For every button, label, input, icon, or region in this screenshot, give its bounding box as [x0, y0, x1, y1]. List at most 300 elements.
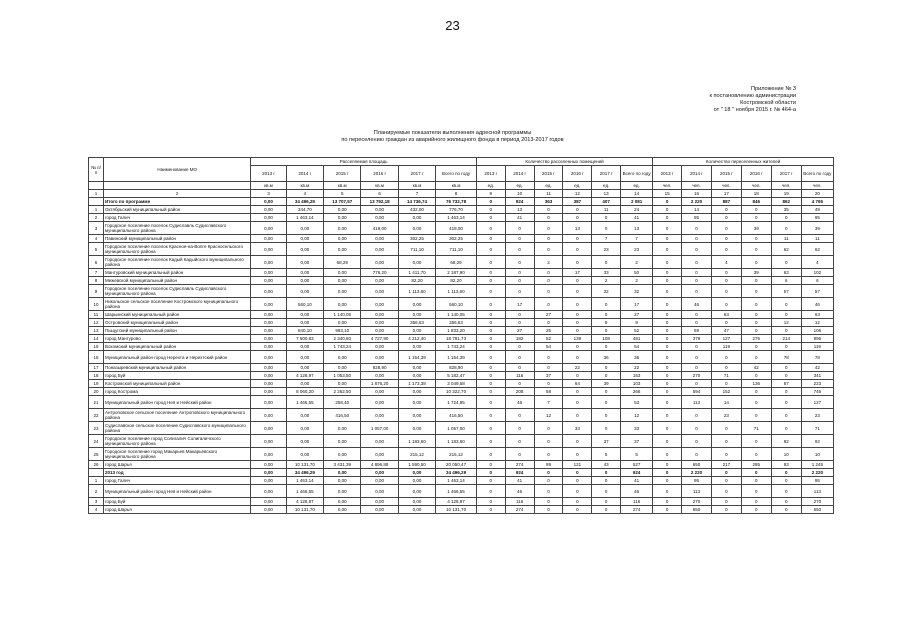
row-value: 0: [711, 477, 741, 485]
title-line: по переселению граждан из аварийного жилищного фонда в период 2013-2017 годов: [341, 137, 564, 143]
row-value: 63: [771, 269, 801, 277]
row-value: 0: [711, 222, 741, 235]
row-value: 41: [621, 214, 653, 222]
row-value: 0: [505, 380, 534, 388]
row-value: 0,00: [251, 256, 286, 269]
row-value: 14: [711, 396, 741, 409]
row-value: 0,00: [398, 343, 435, 351]
row-value: 0: [682, 364, 712, 372]
row-value: 0: [741, 506, 771, 514]
row-value: 0: [741, 435, 771, 448]
row-value: 136: [741, 380, 771, 388]
row-value: 4 128,97: [436, 498, 477, 506]
header-group-premises: Количество расселенных помещений: [476, 158, 652, 166]
row-value: 0: [534, 351, 563, 364]
row-value: 68,29: [436, 256, 477, 269]
table-row: [89, 311, 834, 319]
row-value: 95: [801, 477, 833, 485]
row-value: 82,20: [436, 277, 477, 285]
row-value: 0: [741, 206, 771, 214]
row-value: 0: [741, 477, 771, 485]
row-value: 1 833,20: [436, 327, 477, 335]
row-value: 76 732,78: [436, 198, 477, 206]
row-value: 10 322,70: [436, 388, 477, 396]
row-value: 0: [563, 351, 592, 364]
row-value: 106: [801, 327, 833, 335]
row-value: 23: [801, 409, 833, 422]
row-value: 0: [592, 222, 621, 235]
row-value: 92: [771, 435, 801, 448]
row-value: 0: [505, 435, 534, 448]
row-value: 0: [653, 206, 682, 214]
row-value: 0: [563, 285, 592, 298]
title-line: Планируемые показатели выполнения адресной программы: [373, 130, 532, 136]
row-value: 0: [711, 269, 741, 277]
row-value: 43: [592, 461, 621, 469]
row-value: 0,00: [324, 435, 361, 448]
row-value: 71: [711, 372, 741, 380]
column-number-cell: 16: [682, 190, 712, 198]
row-value: 35: [771, 206, 801, 214]
row-value: 0,00: [361, 469, 398, 477]
row-number: 2: [89, 485, 104, 498]
row-value: 4 128,97: [286, 372, 323, 380]
row-number: 3: [89, 498, 104, 506]
row-value: 418,00: [436, 222, 477, 235]
row-value: 0: [711, 235, 741, 243]
row-value: 46: [801, 298, 833, 311]
row-value: 0: [534, 319, 563, 327]
row-value: 0: [682, 243, 712, 256]
row-value: 0,00: [251, 311, 286, 319]
row-value: 1 411,70: [398, 269, 435, 277]
units-cell: ед.: [534, 182, 563, 190]
units-cell: [103, 182, 250, 190]
row-value: 0,00: [251, 448, 286, 461]
row-value: 0,00: [398, 256, 435, 269]
row-value: 0: [505, 222, 534, 235]
row-value: 0: [592, 477, 621, 485]
row-value: 0,00: [361, 311, 398, 319]
row-value: 0,00: [324, 506, 361, 514]
row-value: 0: [592, 506, 621, 514]
row-value: 0: [476, 198, 505, 206]
row-value: 0: [563, 396, 592, 409]
row-value: 153: [621, 372, 653, 380]
row-value: 1 590,50: [398, 461, 435, 469]
row-value: 0,00: [324, 319, 361, 327]
row-value: 0: [653, 388, 682, 396]
row-value: 64: [563, 380, 592, 388]
row-value: 95: [682, 214, 712, 222]
row-value: 0: [534, 506, 563, 514]
row-name: город Кострома: [103, 388, 250, 396]
row-value: 1 463,14: [286, 477, 323, 485]
row-value: 39: [741, 222, 771, 235]
row-value: 0: [563, 485, 592, 498]
table-row: [89, 477, 834, 485]
row-value: 0: [741, 214, 771, 222]
row-name: Городское поселение поселок Судиславль Судиславского муниципального района: [103, 285, 250, 298]
row-value: 0: [741, 372, 771, 380]
row-value: 0: [534, 448, 563, 461]
row-value: 7: [534, 396, 563, 409]
header-year: 2013 г: [476, 166, 505, 182]
row-number: 9: [89, 285, 104, 298]
row-value: 0,00: [361, 206, 398, 214]
row-name: Никольское сельское поселение Костромского муниципального района: [103, 298, 250, 311]
row-value: 33: [563, 422, 592, 435]
row-value: 0: [505, 319, 534, 327]
row-value: 11: [771, 235, 801, 243]
header-total: Всего по году: [801, 166, 833, 182]
row-value: 0: [653, 277, 682, 285]
row-value: 0: [653, 422, 682, 435]
row-value: 1 140,05: [436, 311, 477, 319]
row-value: 108: [592, 335, 621, 343]
column-number-cell: 17: [711, 190, 741, 198]
row-value: 0,00: [361, 506, 398, 514]
row-value: 0: [563, 243, 592, 256]
row-value: 0: [771, 256, 801, 269]
table-row: [89, 461, 834, 469]
row-value: 11: [592, 206, 621, 214]
row-value: 0: [682, 448, 712, 461]
row-value: 0: [592, 498, 621, 506]
row-value: 102: [801, 269, 833, 277]
row-value: 0: [476, 477, 505, 485]
row-value: 17: [505, 298, 534, 311]
row-value: 41: [621, 477, 653, 485]
row-value: 0: [653, 269, 682, 277]
row-value: 116: [505, 372, 534, 380]
row-value: 0: [592, 327, 621, 335]
row-value: 0: [505, 409, 534, 422]
row-value: 2: [621, 256, 653, 269]
row-value: 27: [534, 311, 563, 319]
row-value: 887: [711, 198, 741, 206]
row-value: 0,00: [398, 409, 435, 422]
column-number-cell: 5: [324, 190, 361, 198]
row-value: 0: [505, 235, 534, 243]
row-value: 0: [505, 243, 534, 256]
row-value: 1 140,05: [324, 311, 361, 319]
row-value: 0,00: [251, 422, 286, 435]
row-value: 10: [801, 448, 833, 461]
row-value: 0: [476, 388, 505, 396]
units-cell: кв.м: [286, 182, 323, 190]
row-value: 17: [563, 269, 592, 277]
appendix-line: Костромской области: [740, 100, 796, 106]
row-value: 4 727,90: [361, 335, 398, 343]
row-value: 0,00: [361, 409, 398, 422]
row-value: 5: [621, 448, 653, 461]
row-value: 0: [653, 461, 682, 469]
row-value: 0,00: [251, 364, 286, 372]
row-value: 0,00: [398, 498, 435, 506]
row-value: 0,00: [324, 469, 361, 477]
row-value: 62: [801, 243, 833, 256]
row-value: 0: [534, 380, 563, 388]
row-value: 5: [592, 448, 621, 461]
row-value: 0: [476, 235, 505, 243]
column-number-cell: 2: [103, 190, 250, 198]
row-value: 0,00: [398, 422, 435, 435]
row-value: 0: [592, 311, 621, 319]
row-value: 0,00: [251, 285, 286, 298]
row-value: 9: [621, 319, 653, 327]
row-value: 2 081: [621, 198, 653, 206]
row-value: 0: [771, 214, 801, 222]
row-value: 828,90: [361, 364, 398, 372]
row-value: 0: [534, 469, 563, 477]
row-value: 0: [653, 372, 682, 380]
row-value: 7 500,83: [286, 335, 323, 343]
row-value: 0: [771, 311, 801, 319]
row-value: 0,00: [361, 298, 398, 311]
row-value: 0,00: [251, 435, 286, 448]
row-value: 0: [476, 214, 505, 222]
row-value: 34 496,29: [286, 198, 323, 206]
row-value: 0: [592, 409, 621, 422]
row-value: 0: [476, 319, 505, 327]
units-cell: кв.м: [398, 182, 435, 190]
row-value: 302,25: [436, 235, 477, 243]
row-value: 223: [801, 380, 833, 388]
row-number: 24: [89, 435, 104, 448]
row-name: Шарьинский муниципальный район: [103, 311, 250, 319]
row-name: Вохомский муниципальный район: [103, 343, 250, 351]
row-number: [89, 469, 104, 477]
row-value: 0: [653, 327, 682, 335]
units-cell: ед.: [505, 182, 534, 190]
row-value: 217: [711, 461, 741, 469]
row-value: 560,10: [436, 298, 477, 311]
header-year: 2016 г: [563, 166, 592, 182]
row-value: 527: [621, 461, 653, 469]
row-value: 0: [505, 285, 534, 298]
row-value: 924: [621, 469, 653, 477]
column-number-cell: 8: [436, 190, 477, 198]
row-value: 0,00: [286, 319, 323, 327]
row-value: 407: [592, 198, 621, 206]
row-value: 0: [563, 256, 592, 269]
row-value: 71: [801, 422, 833, 435]
row-value: 274: [621, 506, 653, 514]
row-value: 0: [534, 214, 563, 222]
row-value: 0,00: [251, 277, 286, 285]
row-value: 0,00: [251, 198, 286, 206]
row-value: 1 466,55: [286, 485, 323, 498]
row-value: 42: [741, 364, 771, 372]
row-value: 274: [505, 506, 534, 514]
row-value: 0: [771, 485, 801, 498]
units-cell: ед.: [621, 182, 653, 190]
row-value: 0,00: [251, 243, 286, 256]
row-name: город Мантурово: [103, 335, 250, 343]
row-value: 0: [505, 311, 534, 319]
units-cell: чел.: [741, 182, 771, 190]
units-cell: чел.: [711, 182, 741, 190]
row-value: 258,40: [324, 396, 361, 409]
row-value: 0: [741, 498, 771, 506]
row-value: 39: [592, 380, 621, 388]
row-value: 2 220: [801, 469, 833, 477]
row-value: 0: [476, 222, 505, 235]
row-value: 39: [801, 222, 833, 235]
row-value: 0: [534, 477, 563, 485]
row-number: 19: [89, 380, 104, 388]
row-value: 0: [711, 319, 741, 327]
row-number: 1: [89, 206, 104, 214]
row-number: [89, 198, 104, 206]
row-name: Городское поселение поселок Кадый Кадыйского муниципального района: [103, 256, 250, 269]
row-value: 0: [682, 409, 712, 422]
row-value: 37: [592, 435, 621, 448]
row-value: 34 496,29: [436, 469, 477, 477]
row-value: 1 466,55: [286, 396, 323, 409]
row-value: 0: [534, 364, 563, 372]
header-total: Всего по году: [621, 166, 653, 182]
row-value: 89: [534, 461, 563, 469]
row-value: 0: [534, 498, 563, 506]
row-name: Костромской муниципальный район: [103, 380, 250, 388]
row-value: 0,00: [251, 235, 286, 243]
row-value: 0: [741, 277, 771, 285]
row-value: 0,00: [361, 448, 398, 461]
row-name: Октябрьский муниципальный район: [103, 206, 250, 214]
appendix-line: к постановлению администрации: [709, 93, 796, 99]
row-value: 0,00: [251, 335, 286, 343]
row-value: 0,00: [361, 485, 398, 498]
row-value: 0: [563, 277, 592, 285]
row-value: 0: [771, 396, 801, 409]
row-value: 0: [563, 388, 592, 396]
row-value: 0: [771, 372, 801, 380]
row-value: 0,00: [286, 311, 323, 319]
row-value: 0: [592, 343, 621, 351]
row-value: 57: [801, 285, 833, 298]
row-value: 57: [771, 285, 801, 298]
row-value: 27: [505, 327, 534, 335]
row-value: 0: [682, 256, 712, 269]
row-value: 10 131,70: [286, 506, 323, 514]
table-row: [89, 364, 834, 372]
row-value: 0,00: [398, 327, 435, 335]
row-value: 0,00: [286, 343, 323, 351]
row-value: 0,00: [286, 448, 323, 461]
row-value: 0: [653, 311, 682, 319]
units-row: [89, 182, 834, 190]
row-value: 113: [801, 485, 833, 498]
row-value: 0: [741, 319, 771, 327]
row-value: 23: [621, 243, 653, 256]
header-year: 2014 г: [682, 166, 712, 182]
column-number-cell: 14: [621, 190, 653, 198]
row-value: 0: [592, 485, 621, 498]
row-value: 0,00: [324, 277, 361, 285]
row-value: 0: [771, 222, 801, 235]
row-value: 152: [711, 388, 741, 396]
row-number: 7: [89, 269, 104, 277]
row-name: Поназыревский муниципальный район: [103, 364, 250, 372]
row-number: 4: [89, 235, 104, 243]
table-row: [89, 351, 834, 364]
row-value: 0: [653, 469, 682, 477]
row-value: 46: [682, 298, 712, 311]
row-value: 341: [801, 372, 833, 380]
row-value: 0: [711, 485, 741, 498]
header-year: 2017 г: [771, 166, 801, 182]
row-value: 924: [505, 198, 534, 206]
table-row: [89, 243, 834, 256]
row-value: 0: [476, 327, 505, 335]
row-value: 276: [741, 335, 771, 343]
row-value: 0,00: [361, 477, 398, 485]
row-name: Антроповское сельское поселение Антроповского муниципального района: [103, 409, 250, 422]
row-value: 23: [592, 243, 621, 256]
table-row: [89, 335, 834, 343]
row-value: 0: [563, 435, 592, 448]
row-value: 0: [563, 311, 592, 319]
row-value: 0: [592, 469, 621, 477]
row-value: 0: [682, 277, 712, 285]
row-value: 0: [534, 485, 563, 498]
row-value: 214: [771, 335, 801, 343]
row-value: 0,00: [251, 380, 286, 388]
row-value: 4 212,40: [398, 335, 435, 343]
row-value: 0: [534, 435, 563, 448]
row-name: Муниципальный район город Нерехта и Нерехтский район: [103, 351, 250, 364]
row-value: 0: [653, 498, 682, 506]
table-row: [89, 277, 834, 285]
row-value: 0,00: [361, 498, 398, 506]
row-value: 0,00: [361, 243, 398, 256]
units-cell: чел.: [801, 182, 833, 190]
row-value: 0,00: [286, 409, 323, 422]
units-cell: ед.: [563, 182, 592, 190]
row-value: 2 262,50: [324, 388, 361, 396]
row-value: 776,70: [436, 206, 477, 214]
row-name: город Галич: [103, 477, 250, 485]
row-value: 0,00: [398, 396, 435, 409]
row-value: 0,00: [398, 214, 435, 222]
column-number-cell: 11: [534, 190, 563, 198]
row-value: 0: [741, 396, 771, 409]
row-value: 0: [682, 222, 712, 235]
row-value: 3 049,58: [436, 380, 477, 388]
row-value: 0: [476, 372, 505, 380]
row-value: 0: [653, 506, 682, 514]
row-value: 92: [801, 435, 833, 448]
row-value: 0,00: [286, 235, 323, 243]
header-total: Всего по году: [436, 166, 477, 182]
row-value: 1 743,24: [436, 343, 477, 351]
header-group-people: Количество переселенных жителей: [653, 158, 834, 166]
row-value: 52: [534, 335, 563, 343]
row-value: 63: [711, 311, 741, 319]
row-value: 49: [801, 206, 833, 214]
row-value: 4 896,88: [361, 461, 398, 469]
row-value: 0,00: [361, 327, 398, 335]
row-value: 0: [534, 206, 563, 214]
row-value: 0,00: [324, 206, 361, 214]
row-name: Пыщугский муниципальный район: [103, 327, 250, 335]
row-value: 215,12: [398, 448, 435, 461]
row-value: 0: [741, 351, 771, 364]
row-value: 0: [476, 206, 505, 214]
row-value: 13: [563, 222, 592, 235]
